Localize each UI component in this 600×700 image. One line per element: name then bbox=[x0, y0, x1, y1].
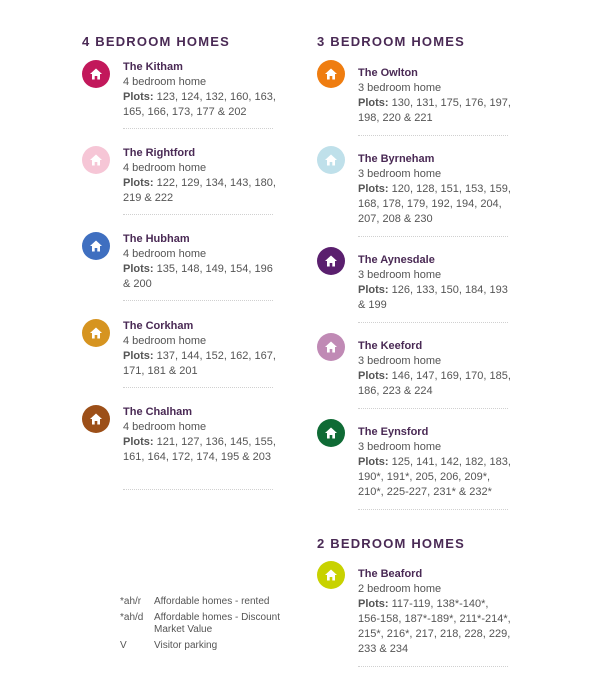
house-icon bbox=[317, 146, 345, 174]
plots-label: Plots: bbox=[358, 370, 389, 382]
plots-label: Plots: bbox=[123, 177, 154, 189]
home-name: The Corkham bbox=[123, 320, 194, 332]
divider bbox=[123, 489, 273, 490]
plots-label: Plots: bbox=[123, 91, 154, 103]
home-type: 4 bedroom home bbox=[123, 162, 207, 174]
plots-label: Plots: bbox=[358, 183, 389, 195]
plots-label: Plots: bbox=[123, 436, 154, 448]
legend-row bbox=[120, 596, 290, 608]
key-legend bbox=[120, 596, 290, 656]
plots-list: 146, 147, 169, 170, 185, 186, 223 & 224 bbox=[358, 370, 511, 397]
home-plots bbox=[123, 262, 278, 292]
divider bbox=[123, 214, 273, 215]
plots-label: Plots: bbox=[358, 97, 389, 109]
legend-code: V bbox=[120, 640, 127, 651]
divider bbox=[358, 236, 508, 237]
home-type: 3 bedroom home bbox=[358, 441, 442, 453]
divider bbox=[123, 300, 273, 301]
plots-list: 123, 124, 132, 160, 163, 165, 166, 173, 177 & 202 bbox=[123, 91, 276, 118]
legend-row bbox=[120, 612, 290, 636]
house-icon bbox=[317, 561, 345, 589]
divider bbox=[123, 387, 273, 388]
home-name: The Owlton bbox=[358, 67, 418, 79]
divider bbox=[358, 666, 508, 667]
legend-code: *ah/d bbox=[120, 612, 144, 623]
plots-list: 120, 128, 151, 153, 159, 168, 178, 179, 192, 194, 204, 207, 208 & 230 bbox=[358, 183, 511, 225]
section-title-4-bedroom: 4 BEDROOM HOMES bbox=[82, 34, 231, 49]
home-name: The Byrneham bbox=[358, 153, 435, 165]
divider bbox=[358, 135, 508, 136]
legend-description: Visitor parking bbox=[154, 640, 218, 651]
legend-description: Affordable homes - Discount Market Value bbox=[154, 612, 280, 635]
home-type: 3 bedroom home bbox=[358, 355, 442, 367]
section-title-2-bedroom: 2 BEDROOM HOMES bbox=[317, 536, 466, 551]
plots-list: 126, 133, 150, 184, 193 & 199 bbox=[358, 284, 508, 311]
home-plots bbox=[123, 176, 278, 206]
house-icon bbox=[317, 419, 345, 447]
home-type: 2 bedroom home bbox=[358, 583, 442, 595]
home-plots bbox=[123, 435, 278, 465]
home-name: The Rightford bbox=[123, 147, 196, 159]
home-plots bbox=[123, 90, 278, 120]
home-name: The Kitham bbox=[123, 61, 183, 73]
home-name: The Keeford bbox=[358, 340, 423, 352]
plots-label: Plots: bbox=[123, 350, 154, 362]
plots-list: 125, 141, 142, 182, 183, 190*, 191*, 205, 206, 209*, 210*, 225-227, 231* & 232* bbox=[358, 456, 511, 498]
home-name: The Hubham bbox=[123, 233, 190, 245]
divider bbox=[358, 408, 508, 409]
plots-list: 130, 131, 175, 176, 197, 198, 220 & 221 bbox=[358, 97, 511, 124]
plots-list: 135, 148, 149, 154, 196 & 200 bbox=[123, 263, 273, 290]
home-name: The Chalham bbox=[123, 406, 193, 418]
home-plots bbox=[358, 182, 513, 227]
home-plots bbox=[123, 349, 278, 379]
house-icon bbox=[82, 405, 110, 433]
plots-list: 121, 127, 136, 145, 155, 161, 164, 172, 174, 195 & 203 bbox=[123, 436, 276, 463]
plots-label: Plots: bbox=[123, 263, 154, 275]
plots-label: Plots: bbox=[358, 598, 389, 610]
home-type: 3 bedroom home bbox=[358, 168, 442, 180]
home-name: The Eynsford bbox=[358, 426, 429, 438]
house-icon bbox=[82, 232, 110, 260]
plots-list: 122, 129, 134, 143, 180, 219 & 222 bbox=[123, 177, 276, 204]
legend-row bbox=[120, 640, 290, 652]
house-icon bbox=[317, 247, 345, 275]
house-icon bbox=[82, 60, 110, 88]
home-plots bbox=[358, 597, 513, 657]
home-name: The Beaford bbox=[358, 568, 423, 580]
divider bbox=[123, 128, 273, 129]
plots-label: Plots: bbox=[358, 456, 389, 468]
home-plots bbox=[358, 283, 513, 313]
home-type: 4 bedroom home bbox=[123, 335, 207, 347]
home-type: 4 bedroom home bbox=[123, 421, 207, 433]
home-name: The Aynesdale bbox=[358, 254, 435, 266]
home-plots bbox=[358, 96, 513, 126]
divider bbox=[358, 322, 508, 323]
plots-label: Plots: bbox=[358, 284, 389, 296]
legend-description: Affordable homes - rented bbox=[154, 596, 270, 607]
home-type: 3 bedroom home bbox=[358, 82, 442, 94]
house-icon bbox=[82, 146, 110, 174]
house-icon bbox=[317, 333, 345, 361]
house-icon bbox=[317, 60, 345, 88]
home-type: 3 bedroom home bbox=[358, 269, 442, 281]
plots-list: 117-119, 138*-140*, 156-158, 187*-189*, 211*-214*, 215*, 216*, 217, 218, 228, 229, 233 & 234 bbox=[358, 598, 511, 655]
plots-list: 137, 144, 152, 162, 167, 171, 181 & 201 bbox=[123, 350, 276, 377]
legend-code: *ah/r bbox=[120, 596, 142, 607]
section-title-3-bedroom: 3 BEDROOM HOMES bbox=[317, 34, 466, 49]
divider bbox=[358, 509, 508, 510]
home-type: 4 bedroom home bbox=[123, 76, 207, 88]
home-plots bbox=[358, 369, 513, 399]
home-plots bbox=[358, 455, 513, 500]
house-icon bbox=[82, 319, 110, 347]
home-type: 4 bedroom home bbox=[123, 248, 207, 260]
